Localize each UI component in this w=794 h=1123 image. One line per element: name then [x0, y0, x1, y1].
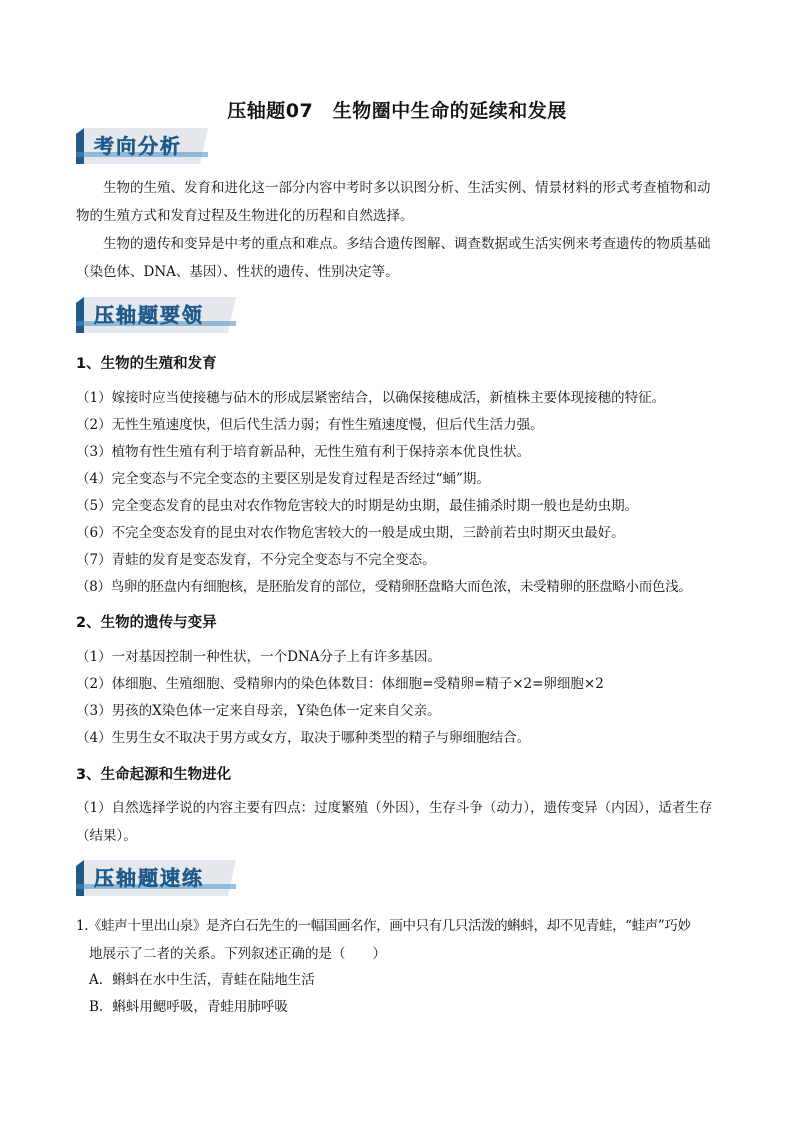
list-item: （8）鸟卵的胚盘内有细胞核，是胚胎发育的部位，受精卵胚盘略大而色浓，未受精卵的胚盘略小而色浅。 — [76, 579, 692, 595]
section-heading-2: 2、生物的遗传与变异 — [76, 615, 217, 631]
option-b[interactable]: B．蝌蚪用鳃呼吸，青蛙用肺呼吸 — [89, 999, 288, 1015]
banner-practice — [76, 856, 236, 898]
list-item: （5）完全变态发育的昆虫对农作物危害较大的时期是幼虫期，最佳捕杀时期一般也是幼虫期。 — [76, 498, 639, 514]
list-item: （4）生男生女不取决于男方或女方，取决于哪种类型的精子与卵细胞结合。 — [76, 730, 531, 746]
question-1-stem-line1: 1.《蛙声十里出山泉》是齐白石先生的一幅国画名作，画中只有几只活泼的蝌蚪，却不见青蛙，“蛙声”巧妙 — [76, 918, 691, 934]
analysis-paragraph-1: 生物的生殖、发育和进化这一部分内容中考时多以识图分析、生活实例、情景材料的形式考查植物和动物的生殖方式和发育过程及生物进化的历程和自然选择。 — [76, 180, 711, 224]
section-heading-1: 1、生物的生殖和发育 — [76, 356, 217, 372]
list-item: （1）嫁接时应当使接穗与砧木的形成层紧密结合，以确保接穗成活，新植株主要体现接穗的特征。 — [76, 390, 666, 406]
question-1-stem-line2: 地展示了二者的关系。下列叙述正确的是（ ） — [89, 946, 386, 962]
list-item: （7）青蛙的发育是变态发育，不分完全变态与不完全变态。 — [76, 552, 436, 568]
list-item: （3）植物有性生殖有利于培育新品种，无性生殖有利于保持亲本优良性状。 — [76, 444, 531, 460]
list-item: （2）无性生殖速度快，但后代生活力弱；有性生殖速度慢，但后代生活力强。 — [76, 417, 544, 433]
banner-essentials-label: 压轴题要领 — [94, 303, 204, 327]
page-title: 压轴题07 生物圈中生命的延续和发展 — [227, 100, 567, 122]
banner-analysis-label: 考向分析 — [94, 134, 182, 158]
list-item: （2）体细胞、生殖细胞、受精卵内的染色体数目：体细胞=受精卵=精子×2=卵细胞×2 — [76, 676, 604, 692]
banner-analysis — [76, 124, 208, 166]
question-1 — [76, 912, 726, 968]
analysis-paragraph-2: 生物的遗传和变异是中考的重点和难点。多结合遗传图解、调查数据或生活实例来考查遗传的物质基础（染色体、DNA、基因）、性状的遗传、性别决定等。 — [76, 236, 711, 280]
banner-practice-label: 压轴题速练 — [94, 866, 204, 890]
list-item: （4）完全变态与不完全变态的主要区别是发育过程是否经过“蛹”期。 — [76, 471, 490, 487]
list-item: （1）一对基因控制一种性状，一个DNA分子上有许多基因。 — [76, 649, 441, 665]
section-heading-3: 3、生命起源和生物进化 — [76, 767, 232, 783]
option-a[interactable]: A．蝌蚪在水中生活，青蛙在陆地生活 — [89, 972, 315, 988]
list-item: （3）男孩的X染色体一定来自母亲，Y染色体一定来自父亲。 — [76, 703, 441, 719]
list-item: （6）不完全变态发育的昆虫对农作物危害较大的一般是成虫期，三龄前若虫时期灭虫最好。 — [76, 525, 625, 541]
banner-essentials — [76, 293, 236, 335]
list-item: （1）自然选择学说的内容主要有四点：过度繁殖（外因），生存斗争（动力），遗传变异（内因），适者生存（结果）。 — [76, 800, 713, 844]
